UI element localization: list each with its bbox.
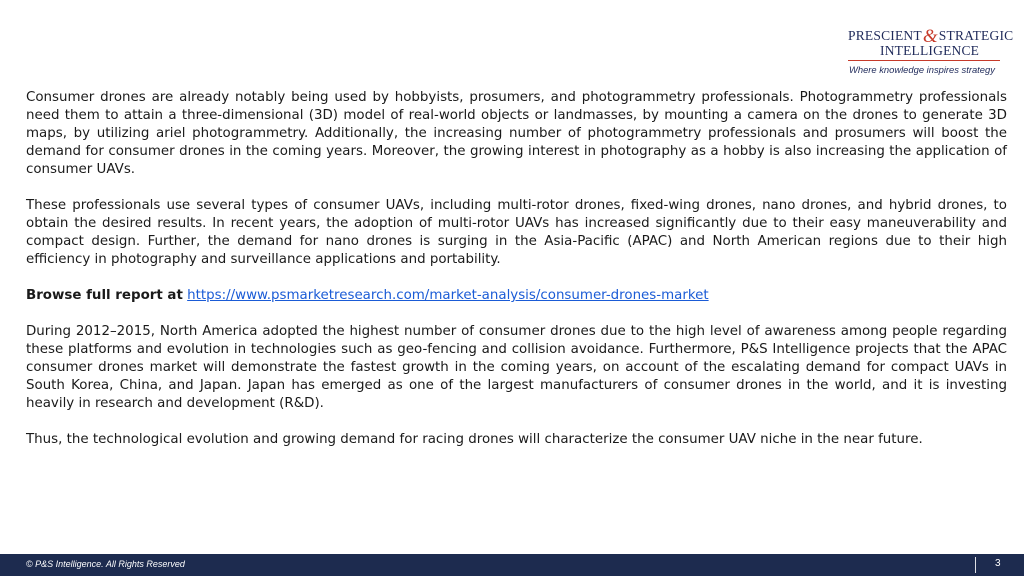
logo-word-strategic: STRATEGIC	[938, 28, 1014, 43]
paragraph-north-america: During 2012–2015, North America adopted the highest number of consumer drones due to the high level of awareness among people regarding these platforms and evolution in technologies such as geo-fencing and collision avoidance. Furthermore, P&S Intelligence projects that the APAC consumer drones market will demonstrate the fastest growth in the coming years, on account of the escalating demand for compact UAVs in South Korea, China, and Japan. Japan has emerged as one of the largest manufacturers of consumer drones in the world, and it is investing heavily in research and development (R&D).	[26, 324, 1007, 411]
copyright-text: © P&S Intelligence. All Rights Reserved	[26, 559, 185, 569]
paragraph-conclusion: Thus, the technological evolution and growing demand for racing drones will characterize the consumer UAV niche in the near future.	[26, 432, 923, 447]
browse-report-line	[26, 287, 1007, 305]
slide-body	[26, 89, 1007, 467]
browse-label: Browse full report at	[26, 288, 183, 303]
logo-line-2: INTELLIGENCE	[880, 43, 980, 58]
logo-tagline: Where knowledge inspires strategy	[849, 64, 995, 75]
logo-word-prescient: PRESCIENT	[848, 28, 922, 43]
paragraph-photogrammetry: Consumer drones are already notably being used by hobbyists, prosumers, and photogrammetry professionals. Photogrammetry professionals need them to attain a three-dimensional (3D) model of real-world objects or landmasses, by mounting a camera on the drones to generate 3D maps, by utilizing ariel photogrammetry. Additionally, the increasing number of photogrammetry professionals and prosumers will boost the demand for consumer drones in the coming years. Moreover, the growing interest in photography as a hobby is also increasing the application of consumer UAVs.	[26, 90, 1007, 177]
paragraph-uav-types: These professionals use several types of consumer UAVs, including multi-rotor drones, fixed-wing drones, nano drones, and hybrid drones, to obtain the desired results. In recent years, the adoption of multi-rotor UAVs has increased significantly due to their easy maneuverability and compact design. Further, the demand for nano drones is surging in the Asia-Pacific (APAC) and North American regions due to their high efficiency in photography and surveillance applications and portability.	[26, 198, 1007, 267]
logo-divider	[848, 60, 1000, 61]
page-number: 3	[995, 558, 1001, 569]
footer-bar	[0, 554, 1024, 576]
report-link[interactable]: https://www.psmarketresearch.com/market-analysis/consumer-drones-market	[187, 288, 709, 303]
footer-divider	[975, 557, 976, 573]
logo-ampersand: &	[922, 26, 938, 47]
company-logo	[846, 24, 1014, 80]
